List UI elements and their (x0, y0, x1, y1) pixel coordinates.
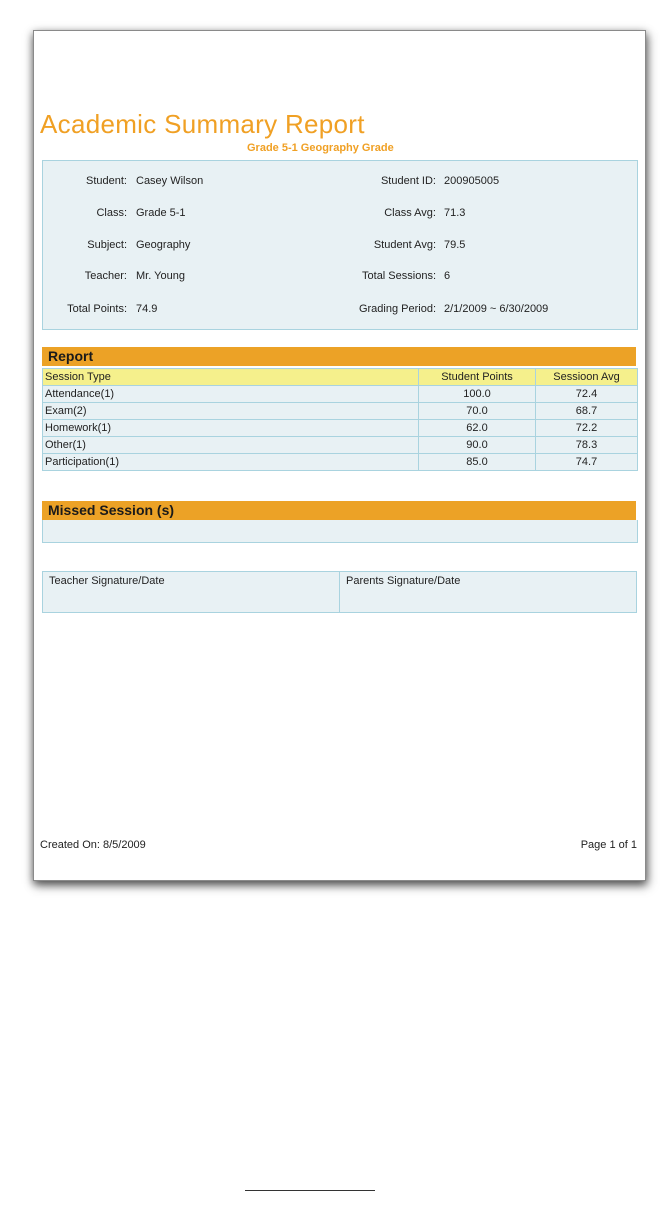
student-avg-value: 79.5 (444, 239, 466, 251)
class-avg-label: Class Avg: (384, 207, 436, 219)
teacher-signature-box (42, 571, 340, 613)
table-header-row (43, 369, 638, 386)
created-on-text: Created On: 8/5/2009 (40, 839, 146, 851)
total-points-label: Total Points: (67, 303, 127, 315)
student-id-value: 200905005 (444, 175, 500, 187)
student-points-cell: 85.0 (419, 454, 536, 471)
table-row (43, 403, 638, 420)
class-label: Class: (96, 207, 127, 219)
session-type-cell: Participation(1) (43, 454, 419, 471)
class-avg-value: 71.3 (444, 207, 466, 219)
page-number-text: Page 1 of 1 (580, 839, 637, 851)
session-avg-cell: 72.2 (536, 420, 638, 437)
student-points-cell: 90.0 (419, 437, 536, 454)
report-page (33, 30, 646, 881)
parents-signature-box (339, 571, 637, 613)
subject-value: Geography (136, 239, 191, 251)
teacher-value: Mr. Young (136, 270, 185, 282)
report-title: Academic Summary Report (40, 109, 365, 139)
session-avg-cell: 74.7 (536, 454, 638, 471)
column-header-student-points: Student Points (419, 369, 536, 386)
session-type-cell: Exam(2) (43, 403, 419, 420)
divider-line (245, 1190, 375, 1191)
grading-period-label: Grading Period: (358, 303, 436, 315)
session-type-cell: Attendance(1) (43, 386, 419, 403)
report-section-header: Report (42, 347, 636, 366)
student-avg-label: Student Avg: (373, 239, 436, 251)
session-avg-cell: 68.7 (536, 403, 638, 420)
missed-session-panel (42, 520, 638, 543)
session-type-cell: Other(1) (43, 437, 419, 454)
column-header-session-avg: Sessioon Avg (536, 369, 638, 386)
total-points-value: 74.9 (136, 303, 158, 315)
teacher-label: Teacher: (84, 270, 127, 282)
report-subtitle: Grade 5-1 Geography Grade (247, 142, 394, 154)
missed-session-header: Missed Session (s) (42, 501, 636, 520)
column-header-session-type: Session Type (43, 369, 419, 386)
total-sessions-label: Total Sessions: (362, 270, 436, 282)
grading-period-value: 2/1/2009 ~ 6/30/2009 (444, 303, 549, 315)
subject-label: Subject: (87, 239, 127, 251)
student-label: Student: (86, 175, 127, 187)
teacher-signature-label: Teacher Signature/Date (49, 575, 165, 587)
student-value: Casey Wilson (136, 175, 204, 187)
parents-signature-label: Parents Signature/Date (346, 575, 461, 587)
session-type-cell: Homework(1) (43, 420, 419, 437)
table-row (43, 454, 638, 471)
student-points-cell: 70.0 (419, 403, 536, 420)
table-row (43, 437, 638, 454)
total-sessions-value: 6 (444, 270, 451, 282)
class-value: Grade 5-1 (136, 207, 186, 219)
table-row (43, 386, 638, 403)
student-id-label: Student ID: (380, 175, 436, 187)
session-avg-cell: 72.4 (536, 386, 638, 403)
session-avg-cell: 78.3 (536, 437, 638, 454)
student-points-cell: 100.0 (419, 386, 536, 403)
student-info-panel (42, 160, 638, 330)
table-row (43, 420, 638, 437)
student-points-cell: 62.0 (419, 420, 536, 437)
report-table (42, 368, 638, 471)
